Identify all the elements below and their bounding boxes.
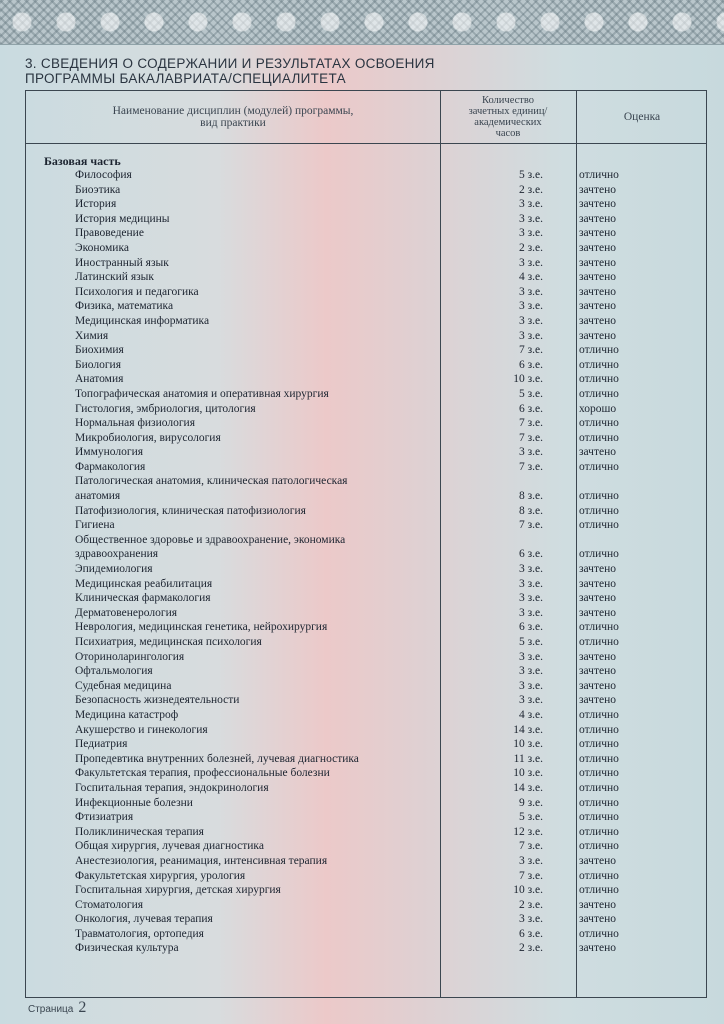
discipline-name: Патофизиология, клиническая патофизиология [75, 504, 306, 517]
discipline-name: Биология [75, 358, 122, 371]
discipline-name: Фармакология [75, 460, 146, 473]
discipline-name: Анестезиология, реанимация, интенсивная терапия [75, 854, 328, 867]
grade: зачтено [579, 913, 617, 926]
grade: отлично [579, 621, 619, 634]
credit-units: 3 з.е. [518, 913, 543, 926]
page-label: Страница [28, 1004, 74, 1015]
grade: зачтено [579, 650, 617, 663]
discipline-name: Иностранный язык [75, 256, 169, 269]
table-row [26, 518, 708, 533]
credit-units: 4 з.е. [518, 708, 543, 721]
credit-units: 6 з.е. [518, 621, 543, 634]
table-row [26, 197, 708, 212]
credit-units: 7 з.е. [518, 460, 543, 473]
table-row [26, 737, 708, 752]
credit-units: 14 з.е. [513, 723, 543, 736]
table-row [26, 927, 708, 942]
table-row [26, 460, 708, 475]
discipline-name: Факультетская терапия, профессиональные болезни [75, 767, 330, 780]
credit-units: 14 з.е. [513, 781, 543, 794]
credit-units: 7 з.е. [518, 344, 543, 357]
credit-units: 8 з.е. [518, 504, 543, 517]
grade: зачтено [579, 854, 617, 867]
credit-units: 3 з.е. [518, 198, 543, 211]
grade: зачтено [579, 271, 617, 284]
table-row [26, 358, 708, 373]
credit-units: 6 з.е. [518, 548, 543, 561]
credit-units: 7 з.е. [518, 431, 543, 444]
discipline-name: Гигиена [75, 519, 115, 532]
discipline-name: здравоохранения [75, 548, 159, 561]
discipline-name: Госпитальная хирургия, детская хирургия [75, 884, 281, 897]
table-row [26, 314, 708, 329]
credit-units: 3 з.е. [518, 606, 543, 619]
table-row [26, 431, 708, 446]
discipline-name: История [75, 198, 117, 211]
table-row [26, 912, 708, 927]
grade: отлично [579, 636, 619, 648]
credit-units: 3 з.е. [518, 446, 543, 459]
discipline-name: Экономика [75, 241, 129, 254]
grade: отлично [579, 825, 619, 838]
grade: отлично [579, 387, 619, 400]
grade: отлично [579, 519, 619, 532]
table-row [26, 402, 708, 417]
credit-units: 3 з.е. [518, 650, 543, 663]
grade: отлично [579, 490, 619, 503]
table-row [26, 343, 708, 358]
table-row [26, 883, 708, 898]
grade: отлично [579, 811, 619, 824]
column-header-hours [440, 91, 576, 143]
credit-units: 3 з.е. [518, 314, 543, 327]
discipline-name: Нормальная физиология [75, 417, 195, 430]
table-row [26, 387, 708, 402]
grade: зачтено [579, 577, 617, 590]
credit-units: 12 з.е. [513, 825, 543, 838]
column-header-text: Количество [481, 95, 535, 106]
table-row [26, 693, 708, 708]
table-row [26, 620, 708, 635]
disciplines-table [25, 90, 707, 998]
discipline-name: Факультетская хирургия, урология [75, 869, 246, 882]
table-row [26, 591, 708, 606]
table-row [26, 825, 708, 840]
credit-units: 2 з.е. [518, 898, 543, 911]
table-row [26, 474, 708, 503]
table-row [26, 810, 708, 825]
table-row [26, 752, 708, 767]
section-heading [25, 56, 545, 86]
table-row [26, 372, 708, 387]
grade: зачтено [579, 679, 617, 692]
discipline-name: Офтальмология [75, 665, 153, 678]
credit-units: 6 з.е. [518, 358, 543, 371]
credit-units: 5 з.е. [518, 169, 543, 181]
grade: отлично [579, 417, 619, 430]
credit-units: 3 з.е. [518, 212, 543, 225]
discipline-name: анатомия [75, 490, 121, 503]
credit-units: 3 з.е. [518, 665, 543, 678]
grade: зачтено [579, 241, 617, 254]
table-row [26, 329, 708, 344]
discipline-name: Медицинская реабилитация [75, 577, 213, 590]
credit-units: 3 з.е. [518, 285, 543, 298]
discipline-name: Эпидемиология [75, 563, 153, 576]
heading-line-1: 3. СВЕДЕНИЯ О СОДЕРЖАНИИ И РЕЗУЛЬТАТАХ ОСВОЕНИЯ [25, 56, 435, 71]
credit-units: 9 з.е. [518, 796, 543, 809]
discipline-name: Правоведение [75, 227, 144, 240]
grade: отлично [579, 504, 619, 517]
discipline-name: Медицинская информатика [75, 314, 210, 327]
grade: отлично [579, 840, 619, 853]
discipline-name: Безопасность жизнедеятельности [75, 694, 240, 707]
discipline-name: Педиатрия [75, 738, 128, 751]
grade: зачтено [579, 212, 617, 225]
column-header-text: Наименование дисциплин (модулей) программы, [112, 105, 354, 117]
discipline-name: Патологическая анатомия, клиническая патологическая [75, 475, 348, 488]
table-row [26, 212, 708, 227]
table-row [26, 285, 708, 300]
grade: отлично [579, 358, 619, 371]
grade: зачтено [579, 300, 617, 313]
credit-units: 7 з.е. [518, 519, 543, 532]
header-divider [26, 143, 706, 144]
page-number: 2 [78, 999, 87, 1016]
discipline-name: Общественное здоровье и здравоохранение, экономика [75, 533, 346, 546]
table-row [26, 854, 708, 869]
credit-units: 10 з.е. [513, 738, 543, 751]
grade: зачтено [579, 198, 617, 211]
credit-units: 3 з.е. [518, 256, 543, 269]
grade: зачтено [579, 314, 617, 327]
discipline-name: Оториноларингология [75, 650, 185, 663]
grade: зачтено [579, 285, 617, 298]
table-body [26, 168, 708, 956]
discipline-name: Физическая культура [75, 942, 179, 955]
discipline-name: Психиатрия, медицинская психология [75, 636, 262, 648]
table-row [26, 270, 708, 285]
discipline-name: Латинский язык [75, 271, 154, 284]
table-row [26, 839, 708, 854]
column-header-text: Оценка [623, 111, 661, 123]
table-row [26, 416, 708, 431]
grade: отлично [579, 344, 619, 357]
credit-units: 2 з.е. [518, 241, 543, 254]
discipline-name: Онкология, лучевая терапия [75, 913, 213, 926]
credit-units: 6 з.е. [518, 402, 543, 415]
credit-units: 7 з.е. [518, 869, 543, 882]
grade: отлично [579, 884, 619, 897]
discipline-name: Дерматовенерология [75, 606, 178, 619]
grade: отлично [579, 708, 619, 721]
table-row [26, 898, 708, 913]
discipline-name: Судебная медицина [75, 679, 172, 692]
grade: зачтено [579, 227, 617, 240]
discipline-name: Пропедевтика внутренних болезней, лучевая диагностика [75, 752, 359, 765]
section-title: Базовая часть [44, 154, 121, 168]
grade: отлично [579, 460, 619, 473]
discipline-name: Биохимия [75, 344, 124, 357]
grade: зачтено [579, 563, 617, 576]
discipline-name: Общая хирургия, лучевая диагностика [75, 840, 264, 853]
grade: отлично [579, 869, 619, 882]
grade: отлично [579, 373, 619, 386]
table-row [26, 708, 708, 723]
credit-units: 10 з.е. [513, 373, 543, 386]
credit-units: 7 з.е. [518, 840, 543, 853]
discipline-name: Клиническая фармакология [75, 592, 211, 605]
credit-units: 5 з.е. [518, 387, 543, 400]
grade: отлично [579, 796, 619, 809]
grade: зачтено [579, 592, 617, 605]
credit-units: 10 з.е. [513, 884, 543, 897]
grade: зачтено [579, 329, 617, 342]
discipline-name: Философия [75, 169, 132, 181]
credit-units: 3 з.е. [518, 854, 543, 867]
discipline-name: Фтизиатрия [75, 811, 134, 824]
credit-units: 2 з.е. [518, 942, 543, 955]
grade: отлично [579, 767, 619, 780]
discipline-name: Иммунология [75, 446, 144, 459]
discipline-name: История медицины [75, 212, 170, 225]
grade: зачтено [579, 694, 617, 707]
grade: хорошо [579, 402, 617, 415]
table-row [26, 781, 708, 796]
credit-units: 2 з.е. [518, 183, 543, 196]
page-footer [28, 999, 86, 1017]
discipline-name: Физика, математика [75, 300, 174, 313]
column-header-discipline [26, 91, 440, 143]
credit-units: 4 з.е. [518, 271, 543, 284]
table-row [26, 723, 708, 738]
credit-units: 3 з.е. [518, 300, 543, 313]
discipline-name: Инфекционные болезни [75, 796, 193, 809]
discipline-name: Акушерство и гинекология [75, 723, 208, 736]
credit-units: 3 з.е. [518, 694, 543, 707]
grade: отлично [579, 548, 619, 561]
table-row [26, 869, 708, 884]
table-row [26, 504, 708, 519]
discipline-name: Стоматология [75, 898, 144, 911]
table-row [26, 650, 708, 665]
grade: зачтено [579, 898, 617, 911]
column-header-text: академических [474, 117, 542, 128]
discipline-name: Анатомия [75, 373, 124, 386]
discipline-name: Травматология, ортопедия [75, 927, 204, 940]
credit-units: 7 з.е. [518, 417, 543, 430]
table-row [26, 256, 708, 271]
table-row [26, 941, 708, 956]
grade: отлично [579, 781, 619, 794]
discipline-name: Госпитальная терапия, эндокринология [75, 781, 269, 794]
table-row [26, 168, 708, 183]
credit-units: 6 з.е. [518, 927, 543, 940]
column-header-grade [576, 91, 708, 143]
table-row [26, 562, 708, 577]
credit-units: 3 з.е. [518, 329, 543, 342]
discipline-name: Психология и педагогика [75, 285, 199, 298]
grade: зачтено [579, 665, 617, 678]
grade: зачтено [579, 446, 617, 459]
credit-units: 3 з.е. [518, 227, 543, 240]
table-row [26, 445, 708, 460]
credit-units: 11 з.е. [513, 752, 543, 765]
grade: зачтено [579, 606, 617, 619]
discipline-name: Гистология, эмбриология, цитология [75, 402, 256, 415]
column-header-text: вид практики [200, 117, 266, 129]
table-row [26, 299, 708, 314]
table-row [26, 577, 708, 592]
table-row [26, 606, 708, 621]
discipline-name: Неврология, медицинская генетика, нейрохирургия [75, 621, 328, 634]
grade: отлично [579, 927, 619, 940]
guilloche-border [0, 0, 724, 45]
discipline-name: Медицина катастроф [75, 708, 179, 721]
credit-units: 3 з.е. [518, 563, 543, 576]
grade: зачтено [579, 183, 617, 196]
grade: отлично [579, 752, 619, 765]
discipline-name: Биоэтика [75, 183, 121, 196]
grade: отлично [579, 169, 619, 181]
credit-units: 8 з.е. [518, 490, 543, 503]
table-row [26, 766, 708, 781]
discipline-name: Микробиология, вирусология [75, 431, 221, 444]
credit-units: 10 з.е. [513, 767, 543, 780]
table-row [26, 241, 708, 256]
table-row [26, 226, 708, 241]
grade: зачтено [579, 942, 617, 955]
table-row [26, 183, 708, 198]
table-row [26, 796, 708, 811]
column-header-text: часов [495, 128, 521, 139]
credit-units: 3 з.е. [518, 592, 543, 605]
credit-units: 5 з.е. [518, 636, 543, 648]
table-row [26, 533, 708, 562]
discipline-name: Химия [75, 329, 109, 342]
discipline-name: Поликлиническая терапия [75, 825, 204, 838]
table-row [26, 679, 708, 694]
credit-units: 5 з.е. [518, 811, 543, 824]
grade: отлично [579, 723, 619, 736]
discipline-name: Топографическая анатомия и оперативная хирургия [75, 387, 329, 400]
grade: отлично [579, 738, 619, 751]
grade: отлично [579, 431, 619, 444]
grade: зачтено [579, 256, 617, 269]
credit-units: 3 з.е. [518, 679, 543, 692]
heading-line-2: ПРОГРАММЫ БАКАЛАВРИАТА/СПЕЦИАЛИТЕТА [25, 71, 346, 86]
credit-units: 3 з.е. [518, 577, 543, 590]
table-row [26, 635, 708, 650]
table-row [26, 664, 708, 679]
column-header-text: зачетных единиц/ [468, 106, 548, 117]
